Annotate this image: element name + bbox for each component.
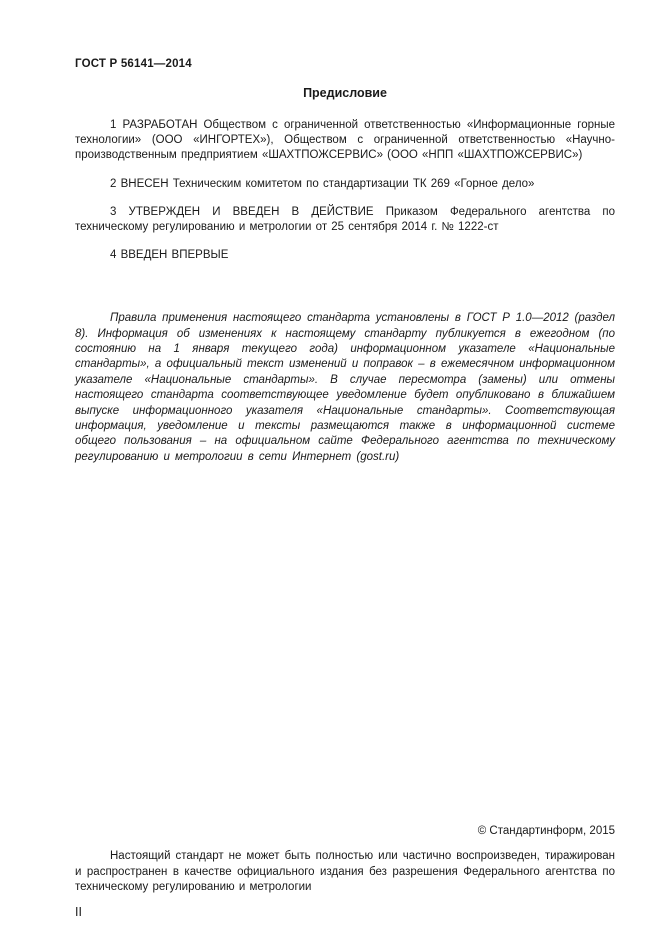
foreword-item-approved: 3 УТВЕРЖДЕН И ВВЕДЕН В ДЕЙСТВИЕ Приказом Федерального агентства по техническому регулированию и метрологии от 25 сентября 2014 г. № 1222-ст xyxy=(75,205,615,233)
page-footer xyxy=(75,825,615,919)
document-code: ГОСТ Р 56141—2014 xyxy=(75,58,192,70)
foreword-item-first-edition: 4 ВВЕДЕН ВПЕРВЫЕ xyxy=(110,249,229,262)
page-title: Предисловие xyxy=(303,86,387,100)
reproduction-restriction: Настоящий стандарт не может быть полностью или частично воспроизведен, тиражирован и распространен в качестве официального издания без разрешения Федерального агентства по техническому регулированию и метрологии xyxy=(75,850,615,893)
copyright-line: © Стандартинформ, 2015 xyxy=(477,825,615,838)
foreword-item-submitted: 2 ВНЕСЕН Техническим комитетом по стандартизации ТК 269 «Горное дело» xyxy=(110,177,535,190)
legal-note: Правила применения настоящего стандарта установлены в ГОСТ Р 1.0—2012 (раздел 8). Информация об изменениях к настоящему стандарту публикуется в ежегодном (по состоянию на 1 января текущего года) информационном указателе «Национальные стандарты», а официальный текст изменений и поправок – в ежемесячном информационном указателе «Национальные стандарты». В случае пересмотра (замены) или отмены настоящего стандарта соответствующее уведомление будет опубликовано в ближайшем выпуске информационного указателя «Национальные стандарты». Соответствующая информация, уведомление и тексты размещаются также в информационной системе общего пользования – на официальном сайте Федерального агентства по техническому регулированию и метрологии в сети Интернет (gost.ru) xyxy=(75,312,615,463)
foreword-item-developed: 1 РАЗРАБОТАН Обществом с ограниченной ответственностью «Информационные горные технологии» (ООО «ИНГОРТЕХ»), Обществом с ограниченной ответственностью «Научно-производственным предприятием «ШАХТПОЖСЕРВИС» (ООО «НПП «ШАХТПОЖСЕРВИС») xyxy=(75,119,615,162)
page-number: II xyxy=(75,905,82,919)
